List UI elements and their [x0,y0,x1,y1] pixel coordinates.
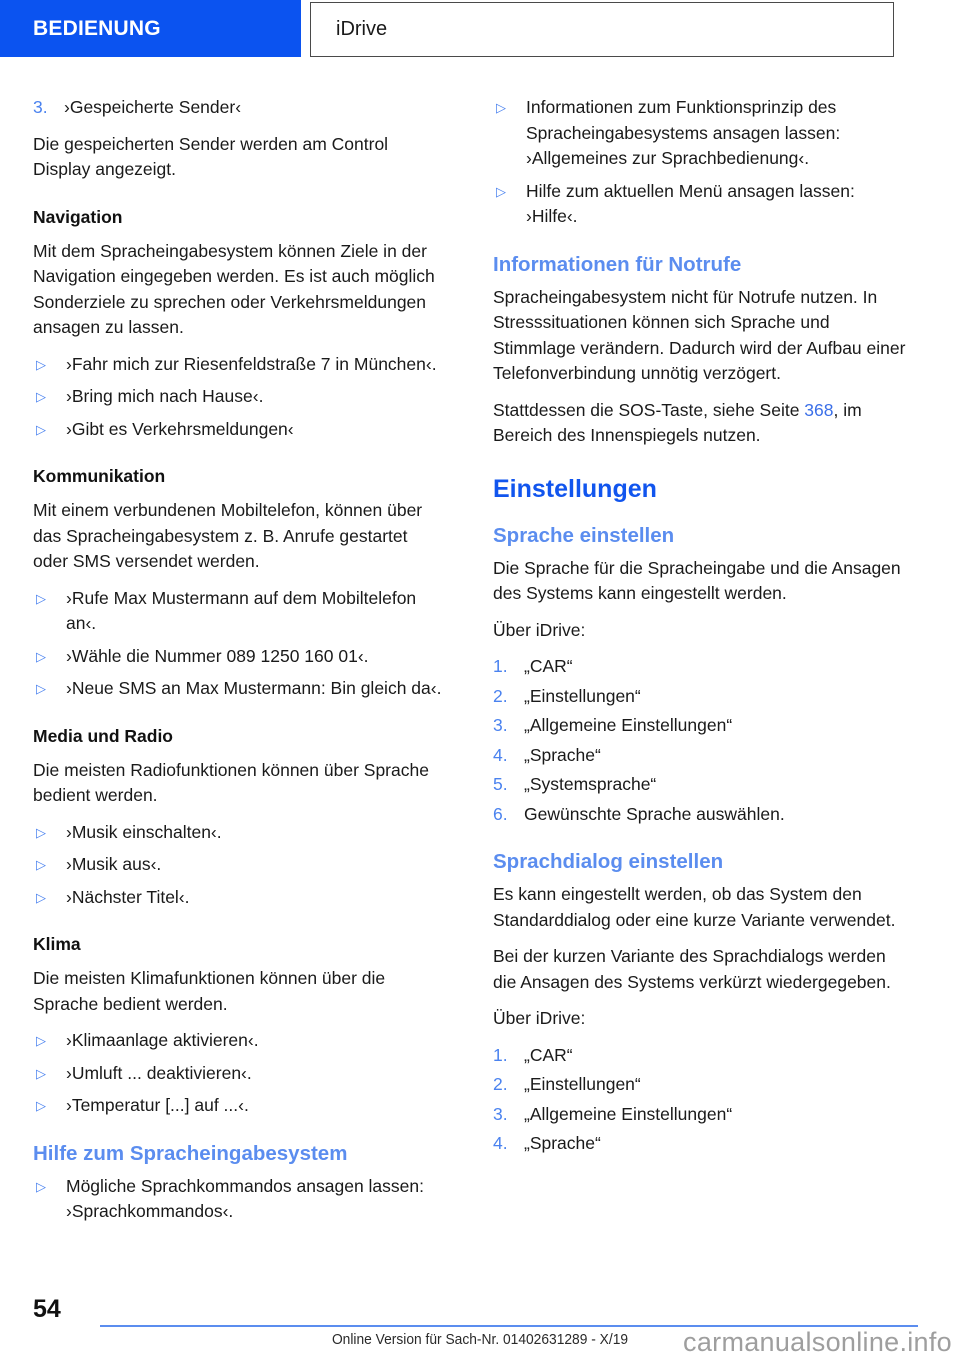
right-column [493,95,906,1236]
list-item [493,1102,906,1128]
list-item [493,743,906,769]
step-text: „Einstellungen“ [524,1074,641,1094]
triangle-bullet-icon: ▷ [36,1098,46,1113]
list-item [493,179,906,230]
sprache-paragraph: Die Sprache für die Spracheingabe und die Ansagen des Systems kann eingestellt werden. [493,557,901,603]
list-item [493,802,906,828]
kommunikation-examples-list [33,586,446,702]
list-item-label: ›Wähle die Nummer 089 1250 160 01‹. [66,645,369,666]
step-number: 1. [493,1044,508,1065]
heading-einstellungen: Einstellungen [493,474,657,503]
triangle-bullet-icon: ▷ [36,824,46,840]
triangle-bullet-icon: ▷ [36,356,46,372]
step-number: 1. [493,656,508,676]
list-item [33,384,446,410]
klima-examples-list [33,1028,446,1119]
sprachdialog-paragraph-1: Es kann eingestellt werden, ob das System den Standarddialog oder eine kurze Variante verwendet. [493,884,896,930]
triangle-bullet-icon: ▷ [36,857,46,872]
klima-paragraph: Die meisten Klimafunktionen können über die Sprache bedient werden. [33,968,386,1014]
triangle-bullet-icon: ▷ [36,1033,46,1048]
watermark-text: carmanualsonline.info [683,1327,952,1357]
list-item-label: Mögliche Sprachkommandos ansagen lassen: ›Sprachkommandos‹. [66,1175,424,1221]
list-item [493,95,906,172]
step-text: ›Gespeicherte Sender‹ [64,97,242,117]
triangle-bullet-icon: ▷ [36,1065,46,1081]
step-description: Die gespeicherten Sender werden am Control Display angezeigt. [33,133,389,179]
triangle-bullet-icon: ▷ [36,889,46,905]
notrufe-paragraph-1: Spracheingabesystem nicht für Notrufe nutzen. In Stresssituationen können sich Sprache und Stimmlage verändern. Dadurch wird der Aufbau einer Telefonverbindung unnötig verzögert. [493,286,906,383]
list-item-label: ›Klimaanlage aktivieren‹. [66,1030,259,1050]
list-item [493,654,906,680]
step-text: „Systemsprache“ [524,774,657,794]
step-number: 4. [493,744,508,765]
step-number: 6. [493,803,508,824]
sprachdialog-steps-list [493,1043,906,1157]
list-item [33,676,446,702]
list-item-label: ›Gibt es Verkehrsmeldungen‹ [66,418,294,439]
sprachdialog-via-idrive: Über iDrive: [493,1008,586,1028]
page-reference-link[interactable]: 368 [804,399,834,420]
heading-informationen-notrufe: Informationen für Notrufe [493,252,742,276]
list-item-label: ›Temperatur [...] auf ...‹. [66,1095,249,1115]
notrufe-text-after: , im Bereich des Innenspiegels nutzen. [493,399,862,445]
heading-kommunikation: Kommunikation [33,466,166,486]
section-box [310,2,894,57]
triangle-bullet-icon: ▷ [36,1178,46,1194]
step-number: 5. [493,774,508,794]
step-number: 3. [33,97,48,117]
list-item-label: Informationen zum Funktionsprinzip des Spracheingabesystems ansagen lassen: ›Allgemeines zur Sprachbedienung‹. [526,97,841,168]
list-item [33,1093,446,1119]
step-text: Gewünschte Sprache auswählen. [524,803,785,824]
list-item [493,1043,906,1069]
page-number: 54 [33,1295,61,1323]
triangle-bullet-icon: ▷ [36,648,46,664]
sprachdialog-paragraph-2: Bei der kurzen Variante des Sprachdialogs werden die Ansagen des Systems verkürzt wiedergegeben. [493,946,891,992]
list-item [33,820,446,846]
hilfe-continuation-list [493,95,906,230]
list-item [493,772,906,798]
step-text: „Sprache“ [524,1133,601,1153]
step-number: 3. [493,715,508,735]
list-item-label: ›Rufe Max Mustermann auf dem Mobiltelefon an‹. [66,587,417,633]
list-item [493,684,906,710]
list-item-label: ›Neue SMS an Max Mustermann: Bin gleich da‹. [66,678,442,698]
list-item-label: ›Umluft ... deaktivieren‹. [66,1062,252,1083]
notrufe-paragraph-2 [493,398,906,449]
page-header [0,0,960,62]
sprache-via-idrive: Über iDrive: [493,619,586,640]
media-paragraph: Die meisten Radiofunktionen können über Sprache bedient werden. [33,759,429,805]
list-item [33,885,446,911]
list-item [33,1028,446,1054]
content-columns [0,95,960,1236]
step-text: „CAR“ [524,1044,573,1065]
hilfe-list [33,1174,446,1225]
media-examples-list [33,820,446,911]
list-item [33,95,446,121]
triangle-bullet-icon: ▷ [36,590,46,606]
step-number: 2. [493,685,508,706]
step-text: „Allgemeine Einstellungen“ [524,1103,733,1124]
list-item [33,417,446,443]
list-item-label: ›Nächster Titel‹. [66,886,190,907]
kommunikation-paragraph: Mit einem verbundenen Mobiltelefon, können über das Spracheingabesystem z. B. Anrufe gestartet oder SMS versendet werden. [33,500,423,571]
step-number: 4. [493,1133,508,1153]
step-text: „CAR“ [524,656,573,676]
list-item [493,1072,906,1098]
triangle-bullet-icon: ▷ [36,389,46,404]
triangle-bullet-icon: ▷ [36,681,46,696]
sprache-steps-list [493,654,906,827]
navigation-paragraph: Mit dem Spracheingabesystem können Ziele in der Navigation eingegeben werden. Es ist auch möglich Sonderziele zu sprechen oder Verkehrsmeldungen ansagen zu lassen. [33,240,435,337]
list-item-label: ›Bring mich nach Hause‹. [66,386,264,406]
step-number: 2. [493,1074,508,1094]
triangle-bullet-icon: ▷ [36,421,46,437]
step-text: „Einstellungen“ [524,685,641,706]
triangle-bullet-icon: ▷ [496,100,506,115]
heading-sprachdialog-einstellen: Sprachdialog einstellen [493,850,724,873]
chapter-title: BEDIENUNG [33,16,161,40]
heading-media-radio: Media und Radio [33,725,173,746]
notrufe-text-before: Stattdessen die SOS-Taste, siehe Seite [493,399,805,420]
heading-klima: Klima [33,934,81,954]
step-text: „Allgemeine Einstellungen“ [524,715,733,735]
list-item [33,852,446,878]
step-text: „Sprache“ [524,744,601,765]
list-item-label: Hilfe zum aktuellen Menü ansagen lassen: ›Hilfe‹. [526,180,855,226]
list-item-label: ›Musik einschalten‹. [66,821,222,842]
list-item [493,713,906,739]
list-item [33,644,446,670]
list-item-label: ›Musik aus‹. [66,854,162,874]
page-footer [0,1287,960,1362]
list-item [493,1131,906,1157]
list-item [33,1174,446,1225]
online-version-note: Online Version für Sach-Nr. 01402631289 - X/19 [331,1331,629,1348]
list-item-label: ›Fahr mich zur Riesenfeldstraße 7 in München‹. [66,353,437,374]
list-item [33,352,446,378]
heading-navigation: Navigation [33,206,123,227]
left-column [33,95,446,1236]
list-item [33,586,446,637]
navigation-examples-list [33,352,446,443]
procedure-step-continuation [33,95,446,121]
step-number: 3. [493,1103,508,1124]
heading-hilfe-spracheingabesystem: Hilfe zum Spracheingabesystem [33,1141,348,1165]
heading-sprache-einstellen: Sprache einstellen [493,523,675,547]
chapter-banner [0,0,301,57]
section-title: iDrive [336,18,388,40]
triangle-bullet-icon: ▷ [496,183,506,199]
list-item [33,1061,446,1087]
